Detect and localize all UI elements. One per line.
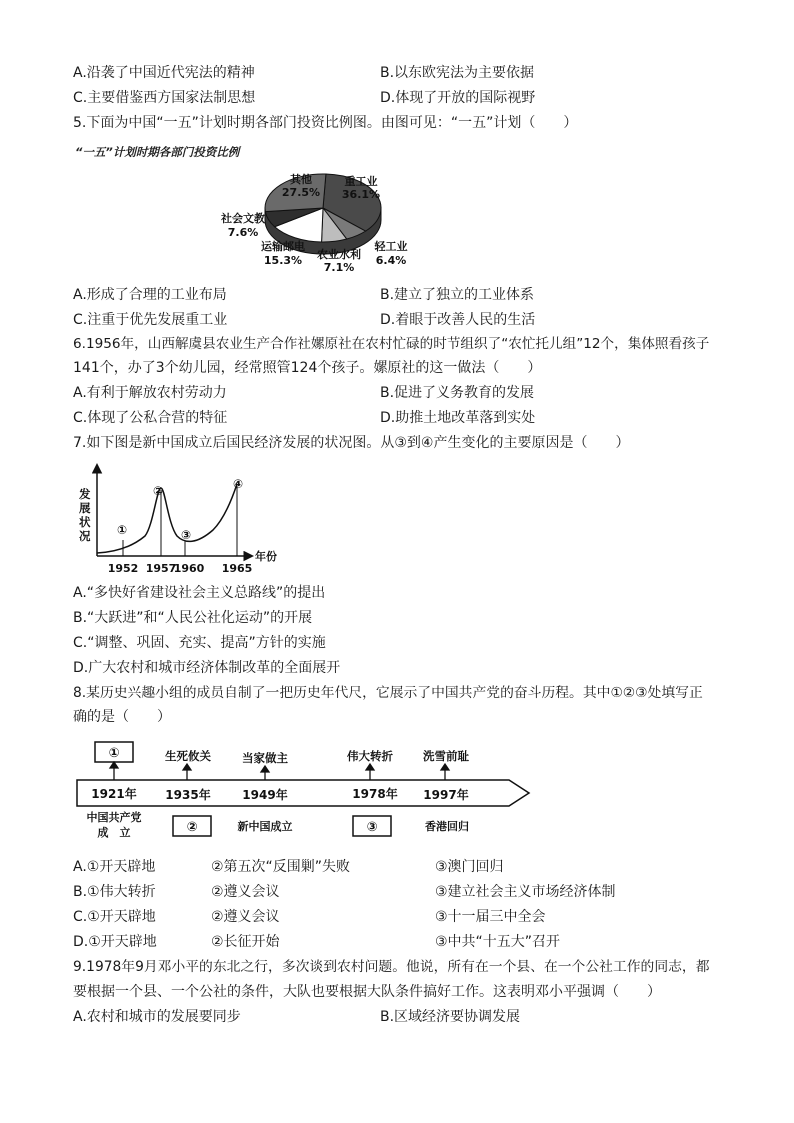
y-axis-label xyxy=(78,487,91,543)
blank-3-label: ③ xyxy=(366,820,378,835)
q6-options-2 xyxy=(73,408,753,428)
year-1921: 1921年 xyxy=(91,787,137,801)
q8-option-b-part2: ②遵义会议 xyxy=(211,884,280,900)
tick-1952: 1952 xyxy=(107,562,139,575)
q7-option-d[interactable]: D.广大农村和城市经济体制改革的全面展开 xyxy=(73,660,341,676)
point-3-marker: ③ xyxy=(181,528,192,542)
q8-option-c[interactable] xyxy=(73,907,753,927)
year-1997: 1997年 xyxy=(423,788,469,802)
blank-1-label: ① xyxy=(108,746,120,761)
point-1-marker: ① xyxy=(117,523,128,537)
q6-stem-line1: 6.1956年，山西解虞县农业生产合作社嫘原社在农村忙碌的时节组织了“农忙托儿组”12个，集体照看孩子 xyxy=(73,336,710,352)
q7-option-a[interactable]: A.“多快好省建设社会主义总路线”的提出 xyxy=(73,585,326,601)
tick-1957: 1957 xyxy=(145,562,177,575)
q8-option-a-part2: ②第五次“反围剿”失败 xyxy=(211,859,351,875)
y-axis-label-char: 况 xyxy=(79,529,91,543)
pie-label-agri-name: 农业水利 xyxy=(317,248,361,261)
blank-2-label: ② xyxy=(186,820,198,835)
q8-option-a-part3: ③澳门回归 xyxy=(435,859,504,875)
y-axis-label-char: 展 xyxy=(79,501,91,515)
top-label-1978: 伟大转折 xyxy=(347,749,393,763)
q8-option-b-part3: ③建立社会主义市场经济体制 xyxy=(435,884,616,900)
q8-stem-line2: 确的是（ ） xyxy=(73,709,171,725)
q4-options-2 xyxy=(73,88,753,108)
point-2-marker: ② xyxy=(153,484,164,498)
bottom-label-1949: 新中国成立 xyxy=(237,820,293,833)
q4-option-d[interactable]: D.体现了开放的国际视野 xyxy=(380,90,536,106)
investment-pie-chart xyxy=(73,140,413,278)
q8-option-c-part1: C.①开天辟地 xyxy=(73,909,156,925)
year-1935: 1935年 xyxy=(165,788,211,802)
pie-label-culture-value: 7.6% xyxy=(227,226,259,239)
q8-option-d-part1: D.①开天辟地 xyxy=(73,934,157,950)
y-axis-label-char: 状 xyxy=(79,515,91,529)
q8-option-a[interactable] xyxy=(73,857,753,877)
top-label-1935: 生死攸关 xyxy=(165,749,211,763)
pie-label-other-name: 其他 xyxy=(290,173,312,186)
year-1949: 1949年 xyxy=(242,788,288,802)
pie-label-heavy-value: 36.1% xyxy=(341,188,381,201)
bottom-label-1997: 香港回归 xyxy=(425,820,469,833)
q6-option-c[interactable]: C.体现了公私合营的特征 xyxy=(73,410,228,426)
pie-label-heavy-name: 重工业 xyxy=(344,175,378,188)
economy-curve xyxy=(97,484,237,553)
pie-label-transport-name: 运输邮电 xyxy=(261,240,305,253)
bottom-label-1921-line2: 成 立 xyxy=(97,826,131,839)
economy-line-chart xyxy=(73,460,293,578)
q5-options xyxy=(73,285,753,305)
pie-label-transport-value: 15.3% xyxy=(263,254,303,267)
q5-option-d[interactable]: D.着眼于改善人民的生活 xyxy=(380,312,536,328)
x-axis-label: 年份 xyxy=(255,550,277,563)
q8-option-c-part2: ②遵义会议 xyxy=(211,909,280,925)
q6-option-b[interactable]: B.促进了义务教育的发展 xyxy=(380,385,535,401)
q5-option-a[interactable]: A.形成了合理的工业布局 xyxy=(73,287,227,303)
q8-option-b[interactable] xyxy=(73,882,753,902)
q8-option-c-part3: ③十一届三中全会 xyxy=(435,909,546,925)
q8-option-d[interactable] xyxy=(73,932,753,952)
q8-option-b-part1: B.①伟大转折 xyxy=(73,884,156,900)
q8-option-d-part3: ③中共“十五大”召开 xyxy=(435,934,561,950)
pie-label-other-value: 27.5% xyxy=(281,186,321,199)
year-1978: 1978年 xyxy=(352,787,398,801)
q9-stem-line1: 9.1978年9月邓小平的东北之行，多次谈到农村问题。他说，所有在一个县、在一个公社工作的同志，都 xyxy=(73,959,710,975)
q7-option-b[interactable]: B.“大跃进”和“人民公社化运动”的开展 xyxy=(73,610,313,626)
q5-stem: 5.下面为中国“一五”计划时期各部门投资比例图。由图可见：“一五”计划（ ） xyxy=(73,115,578,131)
tick-1960: 1960 xyxy=(173,562,205,575)
q4-option-c[interactable]: C.主要借鉴西方国家法制思想 xyxy=(73,90,256,106)
bottom-label-1921-line1: 中国共产党 xyxy=(86,811,142,824)
q5-option-c[interactable]: C.注重于优先发展重工业 xyxy=(73,312,228,328)
q8-stem-line1: 8.某历史兴趣小组的成员自制了一把历史年代尺，它展示了中国共产党的奋斗历程。其中①②③处填写正 xyxy=(73,685,703,701)
q9-options xyxy=(73,1007,753,1027)
q9-stem-line2: 要根据一个县、一个公社的条件，大队也要根据大队条件搞好工作。这表明邓小平强调（ ） xyxy=(73,984,661,1000)
q8-option-d-part2: ②长征开始 xyxy=(211,934,280,950)
y-axis-label-char: 发 xyxy=(79,487,91,501)
pie-label-agri-value: 7.1% xyxy=(323,261,355,274)
q6-stem-line2: 141个，办了3个幼儿园，经常照管124个孩子。嫘原社的这一做法（ ） xyxy=(73,360,542,376)
q9-option-a[interactable]: A.农村和城市的发展要同步 xyxy=(73,1009,241,1025)
top-label-1949: 当家做主 xyxy=(242,751,288,765)
pie-label-light-value: 6.4% xyxy=(375,254,407,267)
pie-title: “一五”计划时期各部门投资比例 xyxy=(75,145,240,159)
q6-option-a[interactable]: A.有利于解放农村劳动力 xyxy=(73,385,227,401)
q7-stem: 7.如下图是新中国成立后国民经济发展的状况图。从③到④产生变化的主要原因是（ ） xyxy=(73,435,630,451)
q9-option-b[interactable]: B.区域经济要协调发展 xyxy=(380,1009,521,1025)
tick-1965: 1965 xyxy=(221,562,253,575)
q6-options xyxy=(73,383,753,403)
q6-option-d[interactable]: D.助推土地改革落到实处 xyxy=(380,410,536,426)
point-4-marker: ④ xyxy=(233,477,244,491)
pie-label-light-name: 轻工业 xyxy=(374,240,408,253)
q8-option-a-part1: A.①开天辟地 xyxy=(73,859,156,875)
top-label-1997: 洗雪前耻 xyxy=(423,749,469,763)
q7-option-c[interactable]: C.“调整、巩固、充实、提高”方针的实施 xyxy=(73,635,326,651)
q4-option-b[interactable]: B.以东欧宪法为主要依据 xyxy=(380,65,535,81)
q4-option-a[interactable]: A.沿袭了中国近代宪法的精神 xyxy=(73,65,255,81)
q4-options xyxy=(73,63,753,83)
history-timeline xyxy=(73,738,533,842)
pie-label-culture-name: 社会文教 xyxy=(221,212,265,225)
q5-option-b[interactable]: B.建立了独立的工业体系 xyxy=(380,287,535,303)
q5-options-2 xyxy=(73,310,753,330)
